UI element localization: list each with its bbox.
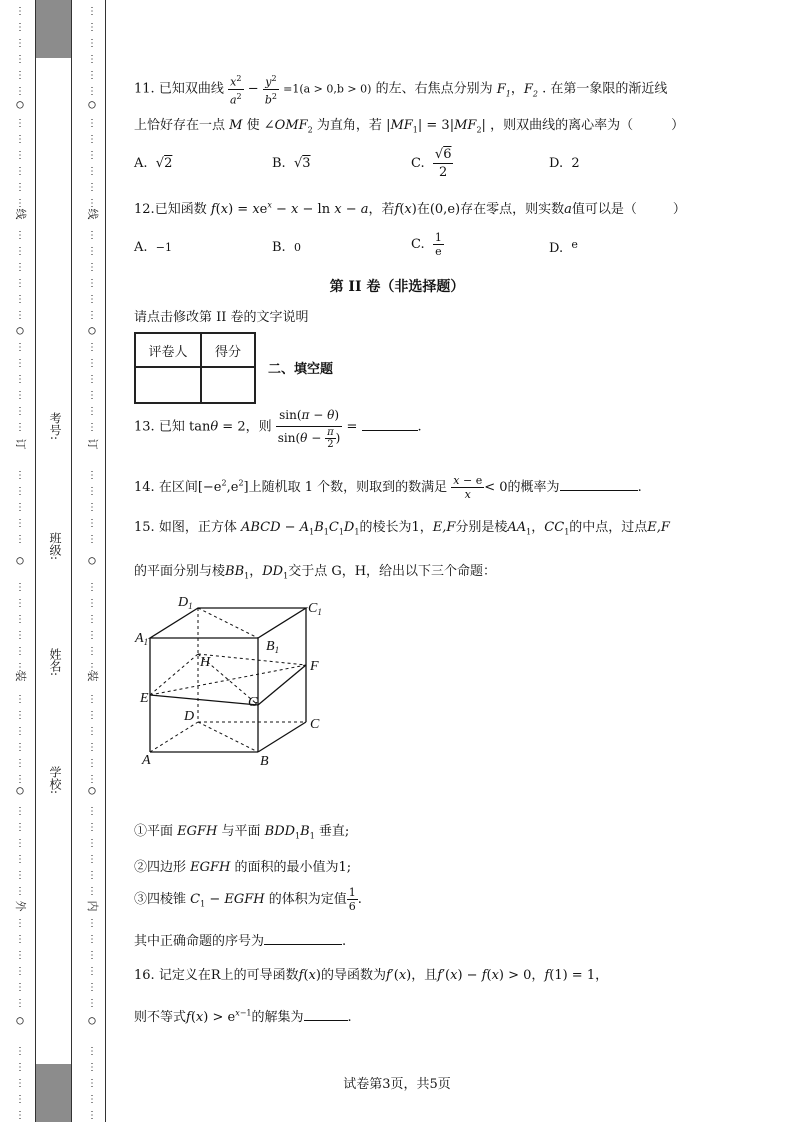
- q16-text-b: 上的可导函数: [220, 968, 299, 983]
- dot-marker: ⋮: [15, 70, 25, 81]
- q15-statement-1: ①平面 EGFH 与平面 $BDD_1B_1$ 垂直;: [134, 824, 350, 841]
- q14-text-c: 的概率为: [507, 480, 560, 495]
- binding-hole-icon: ○: [88, 783, 96, 797]
- dot-marker: ⋮: [15, 230, 25, 241]
- dot-marker: ⋮: [87, 390, 97, 401]
- q16-text-c: 的导函数为: [320, 968, 386, 983]
- q13-expression: sin(π − θ) sin(θ − $\frac{\pi}{2}$ ): [276, 404, 343, 450]
- dot-marker: ⋮: [87, 742, 97, 753]
- dot-marker: ⋮: [15, 1094, 25, 1105]
- binding-label: 装: [14, 670, 27, 682]
- dot-marker: ⋮: [87, 726, 97, 737]
- q13-number: 13.: [134, 419, 155, 435]
- dot-marker: ⋮: [87, 710, 97, 721]
- edge-e-h: [150, 654, 198, 695]
- dot-marker: ⋮: [15, 934, 25, 945]
- q14-interval: $[-e^2,e^2]$: [197, 478, 249, 495]
- binding-hole-icon: ○: [88, 553, 96, 567]
- q11-text-c: . 在第一象限的渐近线: [542, 81, 668, 97]
- dot-marker: ⋮: [15, 694, 25, 705]
- dot-marker: ⋮: [15, 294, 25, 305]
- q11-line1: 11. 已知双曲线 $\frac{x^2}{a^2}$ − $\frac{y^2}{b^2}$ =1(a > 0,b > 0) 的左、右焦点分别为 $F_1$，$F_2$ . 在第一象限的渐近线: [134, 74, 668, 107]
- dot-marker: ⋮: [15, 374, 25, 385]
- q12-interval: (0,e): [429, 202, 461, 217]
- fill-in-heading: 二、填空题: [268, 362, 334, 377]
- hyperbola-y-term: $\frac{y^2}{b^2}$: [264, 74, 277, 107]
- dot-marker: ⋮: [87, 822, 97, 833]
- binding-label: 线: [14, 208, 27, 220]
- q12-opt-c-label: C.: [411, 237, 425, 252]
- q15-text-d: ，: [531, 520, 545, 535]
- dot-marker: ⋮: [87, 470, 97, 481]
- label-a: A: [142, 753, 151, 768]
- dot-marker: ⋮: [87, 134, 97, 145]
- dot-marker: ⋮: [15, 22, 25, 33]
- margin-rule: [105, 0, 106, 1122]
- score-header: 得分: [201, 333, 255, 367]
- dot-marker: ⋮: [87, 502, 97, 513]
- angle-omf2: $\angle OMF_2$: [263, 118, 313, 135]
- dot-marker: ⋮: [15, 870, 25, 881]
- dot-marker: ⋮: [87, 614, 97, 625]
- q12-option-a: A. −1: [134, 240, 173, 255]
- point-m: M: [229, 118, 243, 133]
- dot-marker: ⋮: [87, 582, 97, 593]
- dot-marker: ⋮: [15, 166, 25, 177]
- dot-marker: ⋮: [15, 982, 25, 993]
- dot-marker: ⋮: [87, 118, 97, 129]
- dot-marker: ⋮: [15, 246, 25, 257]
- q12-number: 12.: [134, 202, 155, 217]
- binding-label: 订: [14, 438, 27, 450]
- q13-condition: tanθ = 2: [188, 419, 246, 435]
- dot-marker: ⋮: [87, 870, 97, 881]
- q15-question-text: 其中正确命题的序号为: [134, 934, 265, 949]
- label-c1: $C_1$: [308, 601, 322, 617]
- diag-d-b: [198, 722, 258, 752]
- q14-answer-blank[interactable]: [560, 490, 638, 491]
- q16-number: 16.: [134, 968, 155, 983]
- dot-marker: ⋮: [15, 262, 25, 273]
- dot-marker: ⋮: [87, 262, 97, 273]
- minus-sign: −: [247, 81, 259, 97]
- dot-marker: ⋮: [15, 758, 25, 769]
- grader-header: 评卷人: [135, 333, 201, 367]
- q13-line: 13. 已知 tanθ = 2，则 sin(π − θ) sin(θ − $\frac{\pi}{2}$ ) = .: [134, 404, 422, 450]
- dot-marker: ⋮: [87, 358, 97, 369]
- dot-marker: ⋮: [15, 614, 25, 625]
- q12-text-a: 已知函数: [154, 202, 207, 217]
- q12-option-d: D. $^e$: [549, 238, 578, 256]
- dot-marker: ⋮: [15, 742, 25, 753]
- dot-marker: ⋮: [15, 662, 25, 673]
- binding-hole-icon: ○: [16, 323, 24, 337]
- dot-marker: ⋮: [87, 246, 97, 257]
- field-name: 姓名:: [48, 648, 62, 677]
- dot-marker: ⋮: [87, 310, 97, 321]
- dot-marker: ⋮: [15, 502, 25, 513]
- q16-answer-blank[interactable]: [304, 1020, 348, 1021]
- label-d1: $D_1$: [178, 595, 193, 611]
- dot-marker: ⋮: [87, 86, 97, 97]
- dot-marker: ⋮: [15, 1078, 25, 1089]
- dot-marker: ⋮: [15, 726, 25, 737]
- dot-marker: ⋮: [15, 54, 25, 65]
- q15-ef: E,F: [432, 520, 456, 535]
- dot-marker: ⋮: [15, 966, 25, 977]
- dot-marker: ⋮: [87, 694, 97, 705]
- dot-marker: ⋮: [15, 886, 25, 897]
- q11-line2-b: 使: [246, 118, 260, 133]
- q16-r: R: [210, 968, 221, 983]
- binding-label: 线: [86, 208, 99, 220]
- dot-marker: ⋮: [87, 278, 97, 289]
- hyperbola-tail: =1(a > 0,b > 0): [283, 82, 372, 96]
- q11-line2-a: 上恰好存在一点: [134, 118, 226, 133]
- dot-marker: ⋮: [87, 1094, 97, 1105]
- dot-marker: ⋮: [87, 182, 97, 193]
- q16-text-d: ，且: [411, 968, 438, 983]
- q15-line2: 的平面分别与棱$BB_1$，$DD_1$交于点 G，H，给出以下三个命题：: [134, 564, 497, 581]
- q16-line2: 则不等式$f(x) > e^{x-1}$的解集为 .: [134, 1008, 352, 1025]
- q12-text-f: ）: [672, 202, 686, 217]
- outer-dotted-border: [14, 0, 26, 1122]
- dot-marker: ⋮: [15, 534, 25, 545]
- q15-line2-a: 的平面分别与棱: [134, 564, 226, 579]
- binding-hole-icon: ○: [16, 783, 24, 797]
- hyperbola-x-term: $\frac{x^2}{a^2}$: [229, 74, 242, 107]
- q15-text-e: 的中点，过点: [569, 520, 648, 535]
- q13-text-b: ，则: [245, 419, 272, 435]
- q11-text-a: 已知双曲线: [158, 81, 224, 97]
- dot-marker: ⋮: [87, 630, 97, 641]
- dot-marker: ⋮: [15, 774, 25, 785]
- q13-answer-blank[interactable]: [362, 430, 418, 431]
- dot-marker: ⋮: [87, 950, 97, 961]
- dot-marker: ⋮: [87, 406, 97, 417]
- score-cell[interactable]: [201, 367, 255, 403]
- dot-marker: ⋮: [87, 646, 97, 657]
- grader-cell[interactable]: [135, 367, 201, 403]
- q15-answer-blank[interactable]: [264, 944, 342, 945]
- outer-binding-strip: [35, 0, 72, 1122]
- q11-line2-d: ，则双曲线的离心率为（: [490, 118, 634, 133]
- edge-g-f: [258, 665, 306, 705]
- dot-marker: ⋮: [15, 486, 25, 497]
- q11-opt-c-label: C.: [411, 156, 425, 171]
- q12-opt-b-label: B.: [272, 240, 286, 255]
- label-a1: $A_1$: [135, 631, 149, 647]
- q13-text-a: 已知: [158, 419, 185, 435]
- label-f: F: [310, 659, 319, 674]
- q15-cube: ABCD: [240, 520, 281, 535]
- dot-marker: ⋮: [87, 534, 97, 545]
- q12-function: $f(x) = xe^x - x - \ln x - a$: [210, 200, 369, 217]
- dot-marker: ⋮: [87, 982, 97, 993]
- dot-marker: ⋮: [15, 598, 25, 609]
- focus-f1: $F_1$: [496, 81, 511, 99]
- dot-marker: ⋮: [15, 118, 25, 129]
- q14-text-a: 在区间: [158, 480, 198, 495]
- q12-opt-a-label: A.: [134, 240, 148, 255]
- q15-statement-2: ②四边形 EGFH 的面积的最小值为1;: [134, 860, 352, 875]
- dot-marker: ⋮: [87, 166, 97, 177]
- strip-shade-top: [36, 0, 71, 58]
- dot-marker: ⋮: [15, 38, 25, 49]
- section-note[interactable]: 请点击修改第 II 卷的文字说明: [134, 310, 309, 325]
- binding-hole-icon: ○: [88, 323, 96, 337]
- dot-marker: ⋮: [15, 998, 25, 1009]
- q11-number: 11.: [134, 81, 155, 97]
- label-h: H: [200, 655, 211, 670]
- dot-marker: ⋮: [15, 182, 25, 193]
- dot-marker: ⋮: [87, 1078, 97, 1089]
- mf-relation: $|MF_1| = 3|MF_2|$: [386, 118, 486, 135]
- q12-text-d: 存在零点，则实数: [460, 202, 565, 217]
- binding-label: 内: [86, 900, 99, 912]
- q16-line2-b: 的解集为: [251, 1010, 304, 1025]
- dot-marker: ⋮: [87, 998, 97, 1009]
- q11-text-b: 的左、右焦点分别为: [375, 81, 493, 97]
- cube-top-face: [150, 608, 306, 638]
- dot-marker: ⋮: [87, 54, 97, 65]
- dot-marker: ⋮: [15, 630, 25, 641]
- dot-marker: ⋮: [87, 918, 97, 929]
- dot-marker: ⋮: [87, 934, 97, 945]
- focus-f2: $F_2$: [523, 81, 538, 99]
- q13-text-c: .: [417, 419, 422, 435]
- dot-marker: ⋮: [15, 1062, 25, 1073]
- q16-line2-c: .: [347, 1010, 352, 1025]
- dot-marker: ⋮: [87, 22, 97, 33]
- dot-marker: ⋮: [87, 422, 97, 433]
- q16-line1: 16. 记定义在R上的可导函数f(x)的导函数为f′(x)，且f′(x) − f(x) > 0，f(1) = 1，: [134, 968, 609, 983]
- binding-hole-icon: ○: [16, 97, 24, 111]
- dot-marker: ⋮: [15, 358, 25, 369]
- dot-marker: ⋮: [15, 422, 25, 433]
- field-exam-number: 考号:: [48, 412, 62, 441]
- dot-marker: ⋮: [87, 70, 97, 81]
- dot-marker: ⋮: [15, 822, 25, 833]
- diag-d1-b1: [198, 608, 258, 638]
- q16-line2-a: 则不等式: [134, 1010, 187, 1025]
- binding-hole-icon: ○: [16, 553, 24, 567]
- frac-den: 6: [348, 900, 356, 913]
- dot-marker: ⋮: [15, 198, 25, 209]
- dot-marker: ⋮: [87, 150, 97, 161]
- q12-text-e: 值可以是（: [571, 202, 637, 217]
- dot-marker: ⋮: [15, 950, 25, 961]
- dot-marker: ⋮: [15, 710, 25, 721]
- q12-option-b: B. 0: [272, 240, 301, 255]
- binding-hole-icon: ○: [88, 97, 96, 111]
- q11-option-c: C. $\frac{√6}{2}$: [411, 147, 452, 180]
- dot-marker: ⋮: [87, 518, 97, 529]
- dot-marker: ⋮: [15, 150, 25, 161]
- label-b: B: [260, 754, 269, 769]
- q15-text-c: 分别是棱: [455, 520, 508, 535]
- dot-marker: ⋮: [87, 1110, 97, 1121]
- dot-marker: ⋮: [87, 342, 97, 353]
- edge-h-f: [198, 654, 306, 665]
- q11-option-a: A. √2: [134, 156, 173, 171]
- q15-number: 15.: [134, 520, 155, 535]
- q11-line2: [134, 114, 684, 135]
- q11-opt-d-label: D.: [549, 156, 564, 171]
- dot-marker: ⋮: [15, 918, 25, 929]
- q16-text-a: 记定义在: [158, 968, 211, 983]
- q14-number: 14.: [134, 480, 155, 495]
- q11-opt-b-label: B.: [272, 156, 286, 171]
- q12-opt-d-label: D.: [549, 241, 564, 256]
- q11-option-d: D. 2: [549, 156, 580, 171]
- dot-marker: ⋮: [15, 310, 25, 321]
- q15-text-a: 如图，正方体: [158, 520, 237, 535]
- dot-marker: ⋮: [15, 470, 25, 481]
- q12-line1: 12.已知函数 $f(x) = xe^x - x - \ln x - a$，若f(x)在(0,e)存在零点，则实数a值可以是（ ）: [134, 200, 686, 217]
- q14-cond: < 0: [484, 480, 508, 495]
- page-footer: 试卷第3页，共5页: [343, 1077, 451, 1092]
- label-c: C: [310, 717, 320, 732]
- cube-figure: [132, 592, 332, 772]
- dot-marker: ⋮: [15, 582, 25, 593]
- q14-line: [134, 474, 642, 501]
- q15-line1: 15. 如图，正方体 ABCD − $A_1B_1C_1D_1$的棱长为1，E,F分别是棱$AA_1$，$CC_1$的中点，过点E,F: [134, 520, 670, 537]
- dot-marker: ⋮: [87, 774, 97, 785]
- inner-dotted-border: [86, 0, 98, 1122]
- binding-hole-icon: ○: [16, 1013, 24, 1027]
- dot-marker: ⋮: [15, 854, 25, 865]
- dot-marker: ⋮: [87, 598, 97, 609]
- q14-text-b: 上随机取 1 个数，则取到的数满足: [248, 480, 448, 495]
- q11-option-b: B. √3: [272, 156, 311, 171]
- q14-fraction: $\frac{x - e}{x}$: [453, 474, 483, 501]
- q12-text-b: ，若: [368, 202, 395, 217]
- dot-marker: ⋮: [87, 886, 97, 897]
- field-school: 学校:: [48, 766, 62, 795]
- dot-marker: ⋮: [87, 38, 97, 49]
- frac-num: 1: [348, 886, 356, 899]
- q11-opt-a-label: A.: [134, 156, 148, 171]
- dot-marker: ⋮: [87, 486, 97, 497]
- dot-marker: ⋮: [87, 838, 97, 849]
- label-e: E: [140, 691, 149, 706]
- label-g: G: [248, 695, 259, 710]
- q15-statement-3: ③四棱锥 $C_1$ − EGFH 的体积为定值 $\frac{1}{6}$ .: [134, 886, 362, 913]
- q15-text-b: 的棱长为1，: [359, 520, 433, 535]
- dot-marker: ⋮: [15, 1046, 25, 1057]
- dot-marker: ⋮: [15, 342, 25, 353]
- dot-marker: ⋮: [87, 6, 97, 17]
- binding-label: 装: [86, 670, 99, 682]
- binding-label: 外: [14, 900, 27, 912]
- section-title: 第 II 卷（非选择题）: [329, 279, 465, 295]
- q15-line2-b: 交于点 G，H，给出以下三个命题：: [288, 564, 497, 579]
- q11-line2-e: ）: [671, 118, 685, 133]
- dot-marker: ⋮: [15, 1110, 25, 1121]
- dot-marker: ⋮: [87, 374, 97, 385]
- dot-marker: ⋮: [87, 758, 97, 769]
- dot-marker: ⋮: [15, 806, 25, 817]
- dot-marker: ⋮: [15, 6, 25, 17]
- dot-marker: ⋮: [15, 390, 25, 401]
- dot-marker: ⋮: [87, 1046, 97, 1057]
- label-d: D: [184, 709, 195, 724]
- binding-label: 订: [86, 438, 99, 450]
- edge-e-g: [150, 695, 258, 705]
- q12-option-c: C. $\frac{1}{e}$: [411, 231, 442, 258]
- q11-line2-c: 为直角，若: [316, 118, 382, 133]
- dot-marker: ⋮: [87, 806, 97, 817]
- dot-marker: ⋮: [15, 134, 25, 145]
- field-class: 班级:: [48, 532, 62, 561]
- binding-hole-icon: ○: [88, 1013, 96, 1027]
- dot-marker: ⋮: [87, 230, 97, 241]
- dot-marker: ⋮: [87, 1062, 97, 1073]
- q14-text-d: .: [637, 480, 642, 495]
- label-b1: $B_1$: [266, 639, 280, 655]
- q15-question: 其中正确命题的序号为 .: [134, 934, 347, 949]
- dot-marker: ⋮: [87, 198, 97, 209]
- dot-marker: ⋮: [87, 294, 97, 305]
- dot-marker: ⋮: [15, 518, 25, 529]
- dot-marker: ⋮: [15, 278, 25, 289]
- dot-marker: ⋮: [15, 86, 25, 97]
- q15-s3-fraction: [347, 886, 358, 913]
- score-table: [134, 332, 256, 404]
- dot-marker: ⋮: [87, 854, 97, 865]
- dot-marker: ⋮: [87, 662, 97, 673]
- dot-marker: ⋮: [15, 646, 25, 657]
- q12-text-c: 在: [416, 202, 430, 217]
- dot-marker: ⋮: [15, 838, 25, 849]
- dot-marker: ⋮: [87, 966, 97, 977]
- dot-marker: ⋮: [15, 406, 25, 417]
